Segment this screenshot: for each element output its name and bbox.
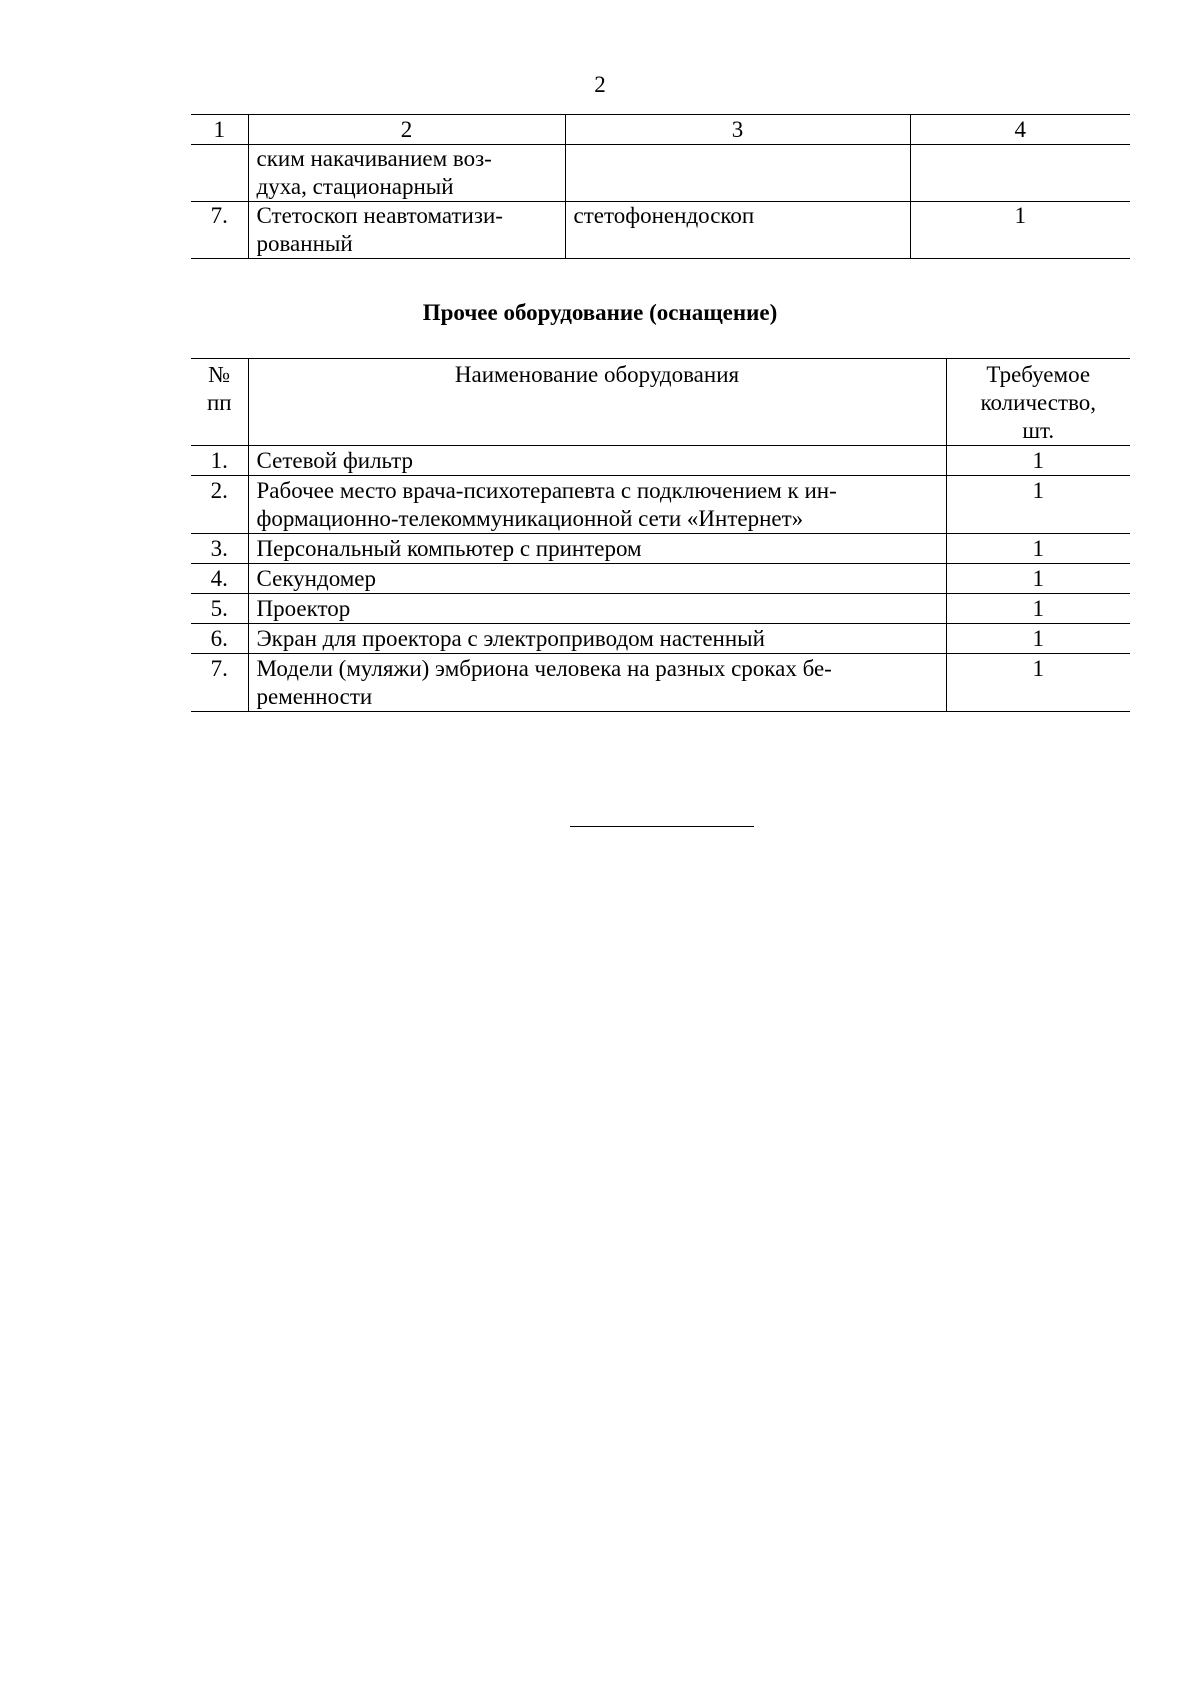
- table-row: [191, 476, 1130, 534]
- table-row: [191, 446, 1130, 476]
- equipment-name: [248, 654, 946, 712]
- table-row: [191, 145, 1130, 202]
- equipment-qty: 1: [910, 202, 1130, 259]
- name-line: рованный: [256, 231, 353, 256]
- table-row: [191, 624, 1130, 654]
- equipment-qty: 1: [946, 446, 1130, 476]
- table-row: [191, 534, 1130, 564]
- name-line: ским накачиванием воз-: [256, 146, 492, 171]
- name-line: ременности: [256, 684, 373, 709]
- table-row: [191, 654, 1130, 712]
- equipment-name: Секундомер: [248, 564, 946, 594]
- other-equipment-table: [191, 358, 1130, 712]
- column-header: 1: [191, 115, 248, 145]
- equipment-qty: 1: [946, 594, 1130, 624]
- header-line: пп: [206, 390, 232, 415]
- equipment-type: стетофонендоскоп: [565, 202, 910, 259]
- row-number: 4.: [191, 564, 248, 594]
- table-row: [191, 564, 1130, 594]
- equipment-name: Проектор: [248, 594, 946, 624]
- column-header-qty: [946, 359, 1130, 446]
- name-line: духа, стационарный: [256, 174, 454, 199]
- row-number: 7.: [191, 654, 248, 712]
- name-line: Модели (муляжи) эмбриона человека на разных сроках бе-: [256, 656, 832, 681]
- equipment-qty: 1: [946, 476, 1130, 534]
- header-line: №: [208, 362, 231, 387]
- column-header: 2: [248, 115, 565, 145]
- equipment-name: [248, 145, 565, 202]
- equipment-name: Персональный компьютер с принтером: [248, 534, 946, 564]
- equipment-qty: 1: [946, 654, 1130, 712]
- row-number: 1.: [191, 446, 248, 476]
- section-title: Прочее оборудование (оснащение): [422, 300, 778, 325]
- row-number: 6.: [191, 624, 248, 654]
- row-number: 3.: [191, 534, 248, 564]
- column-header: 3: [565, 115, 910, 145]
- row-number: [191, 145, 248, 202]
- row-number: 5.: [191, 594, 248, 624]
- equipment-name: Сетевой фильтр: [248, 446, 946, 476]
- table-row: [191, 202, 1130, 259]
- equipment-qty: 1: [946, 624, 1130, 654]
- row-number: 2.: [191, 476, 248, 534]
- table-header-row: [191, 115, 1130, 145]
- equipment-name: [248, 202, 565, 259]
- page-number: 2: [594, 72, 606, 97]
- table-row: [191, 594, 1130, 624]
- column-header: 4: [910, 115, 1130, 145]
- table-header-row: [191, 359, 1130, 446]
- header-line: шт.: [1022, 418, 1055, 443]
- name-line: формационно-телекоммуникационной сети «Интернет»: [256, 506, 804, 531]
- column-header-name: Наименование оборудования: [248, 359, 946, 446]
- name-line: Стетоскоп неавтоматизи-: [256, 203, 503, 228]
- equipment-qty: 1: [946, 534, 1130, 564]
- equipment-qty: [910, 145, 1130, 202]
- name-line: Рабочее место врача-психотерапевта с подключением к ин-: [256, 478, 837, 503]
- equipment-type: [565, 145, 910, 202]
- header-line: Требуемое: [986, 362, 1091, 387]
- equipment-table-continued: [191, 114, 1130, 259]
- column-header-number: [191, 359, 248, 446]
- equipment-name: [248, 476, 946, 534]
- equipment-name: Экран для проектора с электроприводом настенный: [248, 624, 946, 654]
- end-of-document-divider: [570, 826, 754, 827]
- row-number: 7.: [191, 202, 248, 259]
- header-line: количество,: [980, 390, 1097, 415]
- equipment-qty: 1: [946, 564, 1130, 594]
